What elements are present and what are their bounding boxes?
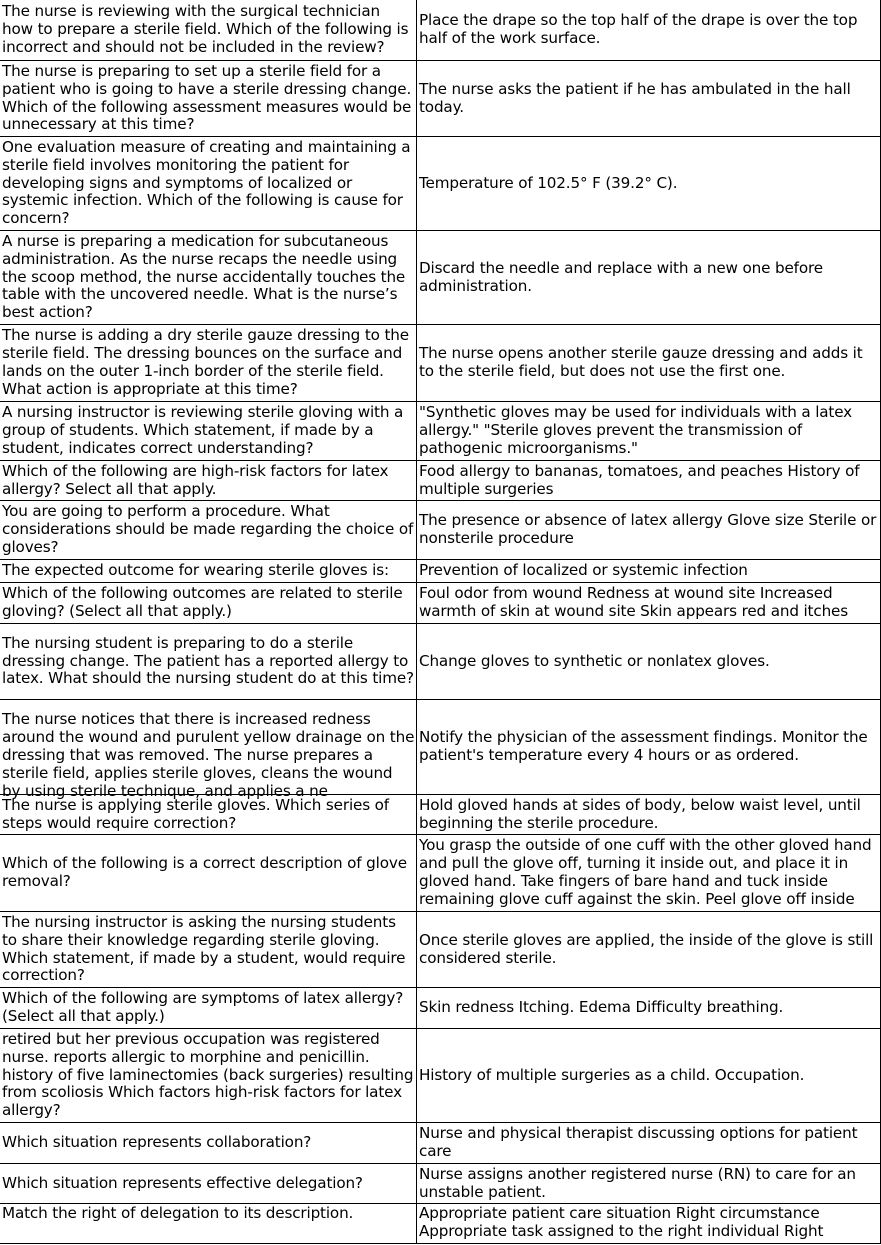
answer-cell: The nurse asks the patient if he has ambulated in the hall today.	[417, 61, 881, 137]
table-row	[0, 1123, 881, 1164]
answer-cell: Foul odor from wound Redness at wound site Increased warmth of skin at wound site Skin appears red and itches	[417, 583, 881, 624]
table-row	[0, 912, 881, 988]
question-cell: The nurse is applying sterile gloves. Which series of steps would require correction?	[0, 795, 417, 835]
table-row	[0, 835, 881, 912]
question-cell: The nurse is reviewing with the surgical technician how to prepare a sterile field. Which of the following is incorrect and should not be included in the review?	[0, 0, 417, 61]
question-cell: Which of the following is a correct description of glove removal?	[0, 835, 417, 912]
table-row	[0, 795, 881, 835]
question-cell: The nursing instructor is asking the nursing students to share their knowledge regarding sterile gloving. Which statement, if made by a student, would require correction?	[0, 912, 417, 988]
question-cell	[0, 700, 417, 800]
question-cell: Which situation represents effective delegation?	[0, 1164, 417, 1204]
question-cell: Which of the following outcomes are related to sterile gloving? (Select all that apply.)	[0, 583, 417, 624]
question-cell: A nurse is preparing a medication for subcutaneous administration. As the nurse recaps the needle using the scoop method, the nurse accidentally touches the table with the uncovered needle. What is the nurse’s best action?	[0, 231, 417, 325]
answer-cell: The presence or absence of latex allergy Glove size Sterile or nonsterile procedure	[417, 501, 881, 560]
question-cell: Which of the following are high-risk factors for latex allergy? Select all that apply.	[0, 461, 417, 501]
question-cell: You are going to perform a procedure. What considerations should be made regarding the choice of gloves?	[0, 501, 417, 560]
answer-text: You grasp the outside of one cuff with the other gloved hand and pull the glove off, turning it inside out, and place it in gloved hand. Take fingers of bare hand and tuck inside remaining glove cuff against the skin. Peel glove off inside	[419, 836, 872, 908]
answer-cell: Skin redness Itching. Edema Difficulty breathing.	[417, 988, 881, 1029]
table-row	[0, 231, 881, 325]
answer-cell: Food allergy to bananas, tomatoes, and peaches History of multiple surgeries	[417, 461, 881, 501]
table-row	[0, 583, 881, 624]
table-row	[0, 501, 881, 560]
table-row	[0, 137, 881, 231]
question-text: The nurse notices that there is increased redness around the wound and purulent yellow drainage on the dressing that was removed. The nurse prepares a sterile field, applies sterile gloves, cleans the wound by using sterile technique, and applies a ne	[2, 710, 415, 800]
answer-cell: Once sterile gloves are applied, the inside of the glove is still considered sterile.	[417, 912, 881, 988]
answer-cell: Discard the needle and replace with a new one before administration.	[417, 231, 881, 325]
table-row	[0, 560, 881, 583]
table-row	[0, 1029, 881, 1123]
table-row	[0, 1164, 881, 1204]
table-row	[0, 1204, 881, 1244]
question-cell: The nurse is preparing to set up a sterile field for a patient who is going to have a sterile dressing change. Which of the following assessment measures would be unnecessary at this time?	[0, 61, 417, 137]
question-cell: The nurse is adding a dry sterile gauze dressing to the sterile field. The dressing bounces on the surface and lands on the outer 1-inch border of the sterile field. What action is appropriate at this time?	[0, 325, 417, 402]
answer-cell: Nurse assigns another registered nurse (RN) to care for an unstable patient.	[417, 1164, 881, 1204]
answer-cell: Temperature of 102.5° F (39.2° C).	[417, 137, 881, 231]
answer-cell: Place the drape so the top half of the drape is over the top half of the work surface.	[417, 0, 881, 61]
answer-cell: History of multiple surgeries as a child. Occupation.	[417, 1029, 881, 1123]
table-row	[0, 325, 881, 402]
table-row	[0, 700, 881, 795]
answer-cell: Prevention of localized or systemic infection	[417, 560, 881, 583]
table-row	[0, 402, 881, 461]
question-cell: The expected outcome for wearing sterile gloves is:	[0, 560, 417, 583]
question-cell: The nursing student is preparing to do a sterile dressing change. The patient has a reported allergy to latex. What should the nursing student do at this time?	[0, 624, 417, 700]
table-row	[0, 461, 881, 501]
answer-cell: Notify the physician of the assessment findings. Monitor the patient's temperature every 4 hours or as ordered.	[417, 700, 881, 795]
answer-text: Appropriate patient care situation Right circumstance Appropriate task assigned to the right individual Right	[419, 1204, 824, 1240]
question-cell: retired but her previous occupation was registered nurse. reports allergic to morphine and penicillin. history of five laminectomies (back surgeries) resulting from scoliosis Which factors high-risk factors for latex allergy?	[0, 1029, 417, 1123]
answer-cell: Change gloves to synthetic or nonlatex gloves.	[417, 624, 881, 700]
table-row	[0, 0, 881, 61]
answer-cell	[417, 835, 881, 912]
answer-cell: "Synthetic gloves may be used for individuals with a latex allergy." "Sterile gloves prevent the transmission of pathogenic microorganisms."	[417, 402, 881, 461]
answer-cell	[417, 1204, 881, 1244]
question-cell: Match the right of delegation to its description.	[0, 1204, 417, 1244]
question-cell: One evaluation measure of creating and maintaining a sterile field involves monitoring the patient for developing signs and symptoms of localized or systemic infection. Which of the following is cause for concern?	[0, 137, 417, 231]
table-row	[0, 988, 881, 1029]
question-cell: Which situation represents collaboration?	[0, 1123, 417, 1164]
question-cell: Which of the following are symptoms of latex allergy? (Select all that apply.)	[0, 988, 417, 1029]
table-row	[0, 61, 881, 137]
answer-cell: Hold gloved hands at sides of body, below waist level, until beginning the sterile procedure.	[417, 795, 881, 835]
answer-cell: Nurse and physical therapist discussing options for patient care	[417, 1123, 881, 1164]
answer-cell: The nurse opens another sterile gauze dressing and adds it to the sterile field, but does not use the first one.	[417, 325, 881, 402]
table-row	[0, 624, 881, 700]
question-cell: A nursing instructor is reviewing sterile gloving with a group of students. Which statement, if made by a student, indicates correct understanding?	[0, 402, 417, 461]
